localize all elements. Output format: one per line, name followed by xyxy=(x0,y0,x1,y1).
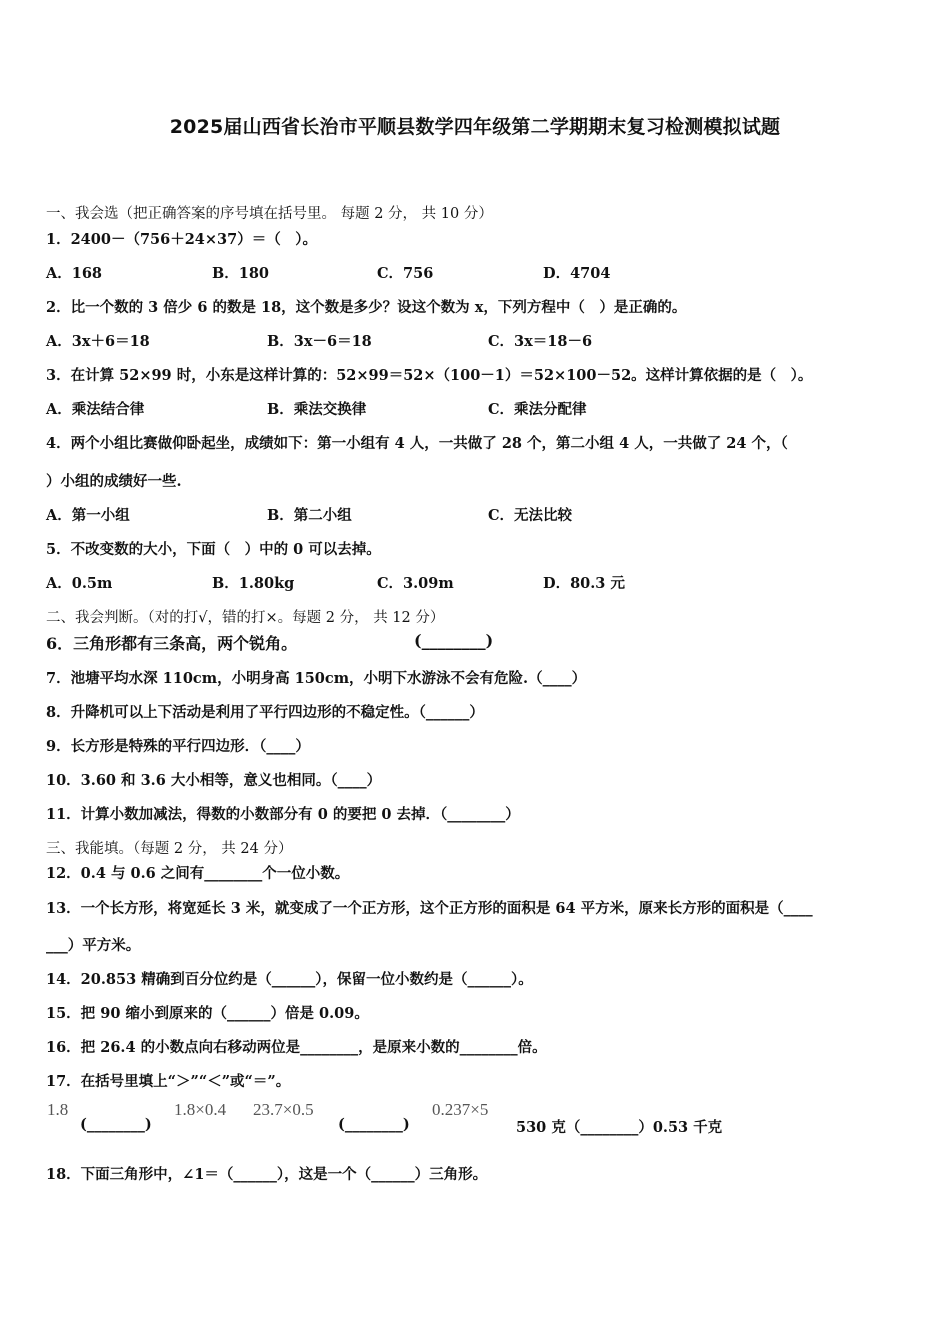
q17-b-blank: (________) xyxy=(338,1116,410,1133)
question-10: 10．3.60 和 3.6 大小相等，意义也相同。（____） xyxy=(46,772,382,789)
question-9: 9．长方形是特殊的平行四边形．（____） xyxy=(46,738,310,755)
question-4-line-2: ）小组的成绩好一些. xyxy=(46,473,182,490)
question-13-line-1: 13．一个长方形，将宽延长 3 米，就变成了一个正方形，这个正方形的面积是 64 平方米，原来长方形的面积是（____ xyxy=(46,900,813,917)
q1-option-b: B．180 xyxy=(212,265,270,282)
q17-a-left: 1.8 xyxy=(47,1100,69,1119)
q5-option-b: B．1.80kg xyxy=(212,575,295,592)
q3-option-a: A．乘法结合律 xyxy=(46,401,145,418)
question-6-blank: (________) xyxy=(414,631,494,650)
q2-option-a: A．3x＋6＝18 xyxy=(46,333,150,350)
question-16: 16．把 26.4 的小数点向右移动两位是________，是原来小数的________倍。 xyxy=(46,1039,547,1056)
page-title: 2025届山西省长治市平顺县数学四年级第二学期期末复习检测模拟试题 xyxy=(169,116,781,138)
q5-option-a: A．0.5m xyxy=(46,575,113,592)
question-7: 7．池塘平均水深 110cm，小明身高 150cm，小明下水游泳不会有危险.（____） xyxy=(46,670,587,687)
question-18: 18．下面三角形中，∠1＝（______），这是一个（______）三角形。 xyxy=(46,1166,488,1183)
q4-option-c: C．无法比较 xyxy=(488,507,573,524)
question-13-line-2: ___）平方米。 xyxy=(46,937,141,954)
question-2: 2．比一个数的 3 倍少 6 的数是 18，这个数是多少？设这个数为 x，下列方程中（ ）是正确的。 xyxy=(46,299,687,316)
question-5: 5．不改变数的大小，下面（ ）中的 0 可以去掉。 xyxy=(46,541,381,558)
q17-c: 530 克（________）0.53 千克 xyxy=(516,1119,723,1136)
q1-option-a: A．168 xyxy=(46,265,103,282)
q17-b-right: 0.237×5 xyxy=(432,1100,489,1119)
q17-a-blank: (________) xyxy=(80,1116,152,1133)
question-1: 1．2400－（756＋24×37）＝（ ）。 xyxy=(46,231,317,248)
q3-option-b: B．乘法交换律 xyxy=(267,401,367,418)
question-6: 6．三角形都有三条高，两个锐角。 xyxy=(46,634,298,653)
q2-option-c: C．3x＝18－6 xyxy=(488,333,593,350)
q5-option-d: D．80.3 元 xyxy=(543,575,625,592)
q1-option-c: C．756 xyxy=(377,265,434,282)
section-2-header: 二、我会判断。（对的打√，错的打×。每题 2 分， 共 12 分） xyxy=(46,610,445,626)
question-17: 17．在括号里填上“＞”“＜”或“＝”。 xyxy=(46,1073,291,1090)
q3-option-c: C．乘法分配律 xyxy=(488,401,587,418)
section-3-header: 三、我能填。（每题 2 分， 共 24 分） xyxy=(46,841,293,857)
q2-option-b: B．3x－6＝18 xyxy=(267,333,372,350)
q4-option-b: B．第二小组 xyxy=(267,507,352,524)
q17-a-right: 1.8×0.4 xyxy=(174,1100,227,1119)
question-4-line-1: 4．两个小组比赛做仰卧起坐，成绩如下：第一小组有 4 人，一共做了 28 个，第二小组 4 人，一共做了 24 个，（ xyxy=(46,435,788,452)
q5-option-c: C．3.09m xyxy=(377,575,454,592)
question-12: 12．0.4 与 0.6 之间有________个一位小数。 xyxy=(46,865,350,882)
question-14: 14．20.853 精确到百分位约是（______），保留一位小数约是（______）。 xyxy=(46,971,533,988)
question-15: 15．把 90 缩小到原来的（______）倍是 0.09。 xyxy=(46,1005,369,1022)
question-8: 8．升降机可以上下活动是利用了平行四边形的不稳定性。（______） xyxy=(46,704,484,721)
question-3: 3．在计算 52×99 时，小东是这样计算的：52×99＝52×（100－1）＝52×100－52。这样计算依据的是（ ）。 xyxy=(46,367,813,384)
section-1-header: 一、我会选（把正确答案的序号填在括号里。 每题 2 分， 共 10 分） xyxy=(46,206,493,222)
question-11: 11．计算小数加减法，得数的小数部分有 0 的要把 0 去掉．（________） xyxy=(46,806,520,823)
q4-option-a: A．第一小组 xyxy=(46,507,130,524)
q1-option-d: D．4704 xyxy=(543,265,611,282)
q17-b-left: 23.7×0.5 xyxy=(253,1100,314,1119)
